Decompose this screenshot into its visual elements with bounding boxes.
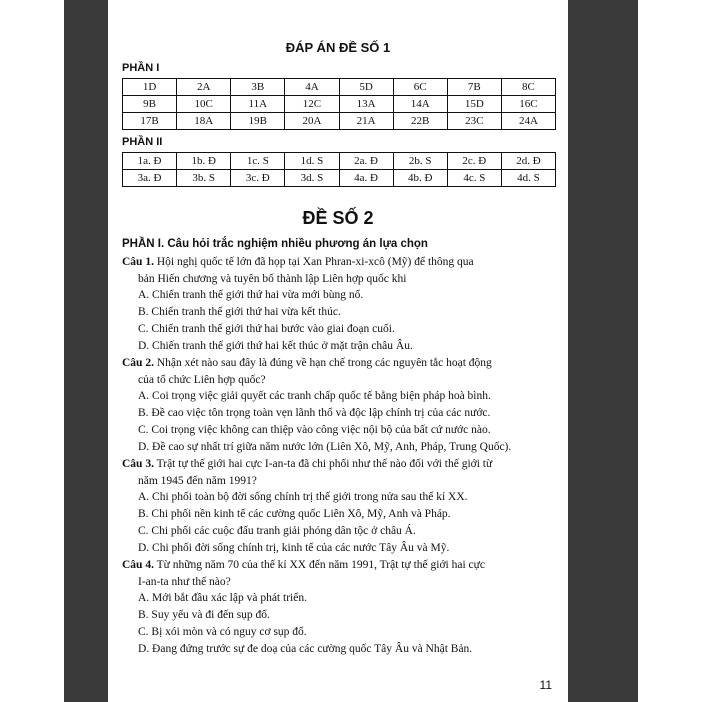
answer-cell: 6C	[393, 79, 447, 96]
answer-cell: 14A	[393, 96, 447, 113]
answer-cell: 5D	[339, 79, 393, 96]
page	[108, 0, 568, 702]
answer-option: A. Coi trọng việc giải quyết các tranh chấp quốc tế bằng biện pháp hoà bình.	[138, 390, 491, 402]
answer-cell: 3c. Đ	[231, 170, 285, 187]
question	[122, 557, 556, 658]
answer-cell: 21A	[339, 113, 393, 130]
answer-cell: 4A	[285, 79, 339, 96]
answer-option: B. Đề cao việc tôn trọng toàn vẹn lãnh thổ và độc lập chính trị của các nước.	[138, 407, 491, 419]
table-row	[123, 96, 556, 113]
answer-option: B. Chi phối nền kinh tế các cường quốc Liên Xô, Mỹ, Anh và Pháp.	[138, 508, 451, 520]
answer-option: C. Bị xói mòn và có nguy cơ sụp đổ.	[138, 626, 307, 638]
answer-cell: 2a. Đ	[339, 153, 393, 170]
answer-cell: 12C	[285, 96, 339, 113]
question-text: Từ những năm 70 của thế kỉ XX đến năm 1991, Trật tự thế giới hai cực	[156, 559, 485, 571]
answer-option: D. Đang đứng trước sự đe doạ của các cường quốc Tây Âu và Nhật Bản.	[138, 643, 473, 655]
answer-cell: 1D	[123, 79, 177, 96]
question-number: Câu 1.	[122, 256, 154, 268]
answer-option: B. Chiến tranh thế giới thứ hai vừa kết thúc.	[138, 306, 341, 318]
question	[122, 254, 556, 355]
table-row	[123, 79, 556, 96]
answer-option: C. Coi trọng việc không can thiệp vào công việc nội bộ của bất cứ nước nào.	[138, 424, 491, 436]
answer-cell: 16C	[501, 96, 555, 113]
answer-cell: 10C	[177, 96, 231, 113]
question	[122, 355, 556, 456]
part1-label: PHẦN I	[122, 62, 160, 74]
answer-cell: 7B	[447, 79, 501, 96]
answer-cell: 9B	[123, 96, 177, 113]
answer-cell: 3B	[231, 79, 285, 96]
answer-cell: 17B	[123, 113, 177, 130]
answer-cell: 23C	[447, 113, 501, 130]
question-number: Câu 2.	[122, 357, 154, 369]
answer-cell: 24A	[501, 113, 555, 130]
answer-cell: 4b. Đ	[393, 170, 447, 187]
answer-option: D. Chiến tranh thế giới thứ hai kết thúc ở mặt trận châu Âu.	[138, 340, 413, 352]
answer-cell: 1b. Đ	[177, 153, 231, 170]
answer-cell: 2A	[177, 79, 231, 96]
question-text: Trật tự thế giới hai cực I-an-ta đã chi phối như thế nào đối với thế giới từ	[156, 458, 493, 470]
question-text-continued: của tổ chức Liên hợp quốc?	[138, 373, 266, 386]
table-row	[123, 170, 556, 187]
question-text: Nhận xét nào sau đây là đúng về hạn chế trong các nguyên tắc hoạt động	[156, 357, 492, 369]
answer-cell: 1a. Đ	[123, 153, 177, 170]
question-text-continued: năm 1945 đến năm 1991?	[138, 474, 257, 487]
answer-cell: 11A	[231, 96, 285, 113]
answer-cell: 18A	[177, 113, 231, 130]
answer-cell: 4d. S	[501, 170, 555, 187]
answer-cell: 2d. Đ	[501, 153, 555, 170]
answer-cell: 20A	[285, 113, 339, 130]
answer-option: A. Chi phối toàn bộ đời sống chính trị thế giới trong nửa sau thế kỉ XX.	[138, 491, 468, 503]
section-title: PHẦN I. Câu hỏi trắc nghiệm nhiều phương án lựa chọn	[122, 238, 428, 250]
part2-label: PHẦN II	[122, 136, 163, 148]
answer-cell: 3a. Đ	[123, 170, 177, 187]
answer-cell: 3d. S	[285, 170, 339, 187]
table-row	[123, 113, 556, 130]
part1-answer-table	[122, 78, 556, 130]
question-text: Hội nghị quốc tế lớn đã họp tại Xan Phran-xi-xcô (Mỹ) để thông qua	[156, 256, 474, 268]
question-stem	[122, 557, 556, 590]
question-text-continued: bản Hiến chương và tuyên bố thành lập Liên hợp quốc khi	[138, 272, 407, 285]
answer-cell: 3b. S	[177, 170, 231, 187]
answer-cell: 13A	[339, 96, 393, 113]
question	[122, 456, 556, 557]
exam-title: ĐỀ SỐ 2	[302, 208, 374, 228]
answer-option: A. Chiến tranh thế giới thứ hai vừa mới bùng nổ.	[138, 289, 364, 301]
answer-option: C. Chiến tranh thế giới thứ hai bước vào giai đoạn cuối.	[138, 323, 395, 335]
question-stem	[122, 254, 556, 287]
table-row	[123, 153, 556, 170]
answer-cell: 2b. S	[393, 153, 447, 170]
answer-cell: 15D	[447, 96, 501, 113]
answer-cell: 1d. S	[285, 153, 339, 170]
question-number: Câu 4.	[122, 559, 154, 571]
question-stem	[122, 456, 556, 489]
left-dark-margin	[64, 0, 108, 702]
answer-cell: 4a. Đ	[339, 170, 393, 187]
answer-cell: 19B	[231, 113, 285, 130]
answer-option: B. Suy yếu và đi đến sụp đổ.	[138, 609, 270, 621]
question-stem	[122, 355, 556, 388]
right-dark-margin	[568, 0, 638, 702]
page-number: 11	[539, 678, 552, 692]
answer-cell: 4c. S	[447, 170, 501, 187]
answer-option: D. Chi phối đời sống chính trị, kinh tế của các nước Tây Âu và Mỹ.	[138, 542, 450, 554]
answer-cell: 1c. S	[231, 153, 285, 170]
question-text-continued: I-an-ta như thế nào?	[138, 575, 231, 588]
answer-cell: 22B	[393, 113, 447, 130]
answer-option: C. Chi phối các cuộc đấu tranh giải phóng dân tộc ở châu Á.	[138, 525, 416, 537]
answer-key-title: ĐÁP ÁN ĐỀ SỐ 1	[285, 40, 391, 55]
answer-cell: 2c. Đ	[447, 153, 501, 170]
answer-option: D. Đề cao sự nhất trí giữa năm nước lớn (Liên Xô, Mỹ, Anh, Pháp, Trung Quốc).	[138, 441, 512, 453]
answer-cell: 8C	[501, 79, 555, 96]
part2-answer-table	[122, 152, 556, 187]
question-list	[122, 254, 556, 658]
question-number: Câu 3.	[122, 458, 154, 470]
answer-option: A. Mới bắt đầu xác lập và phát triển.	[138, 592, 307, 604]
